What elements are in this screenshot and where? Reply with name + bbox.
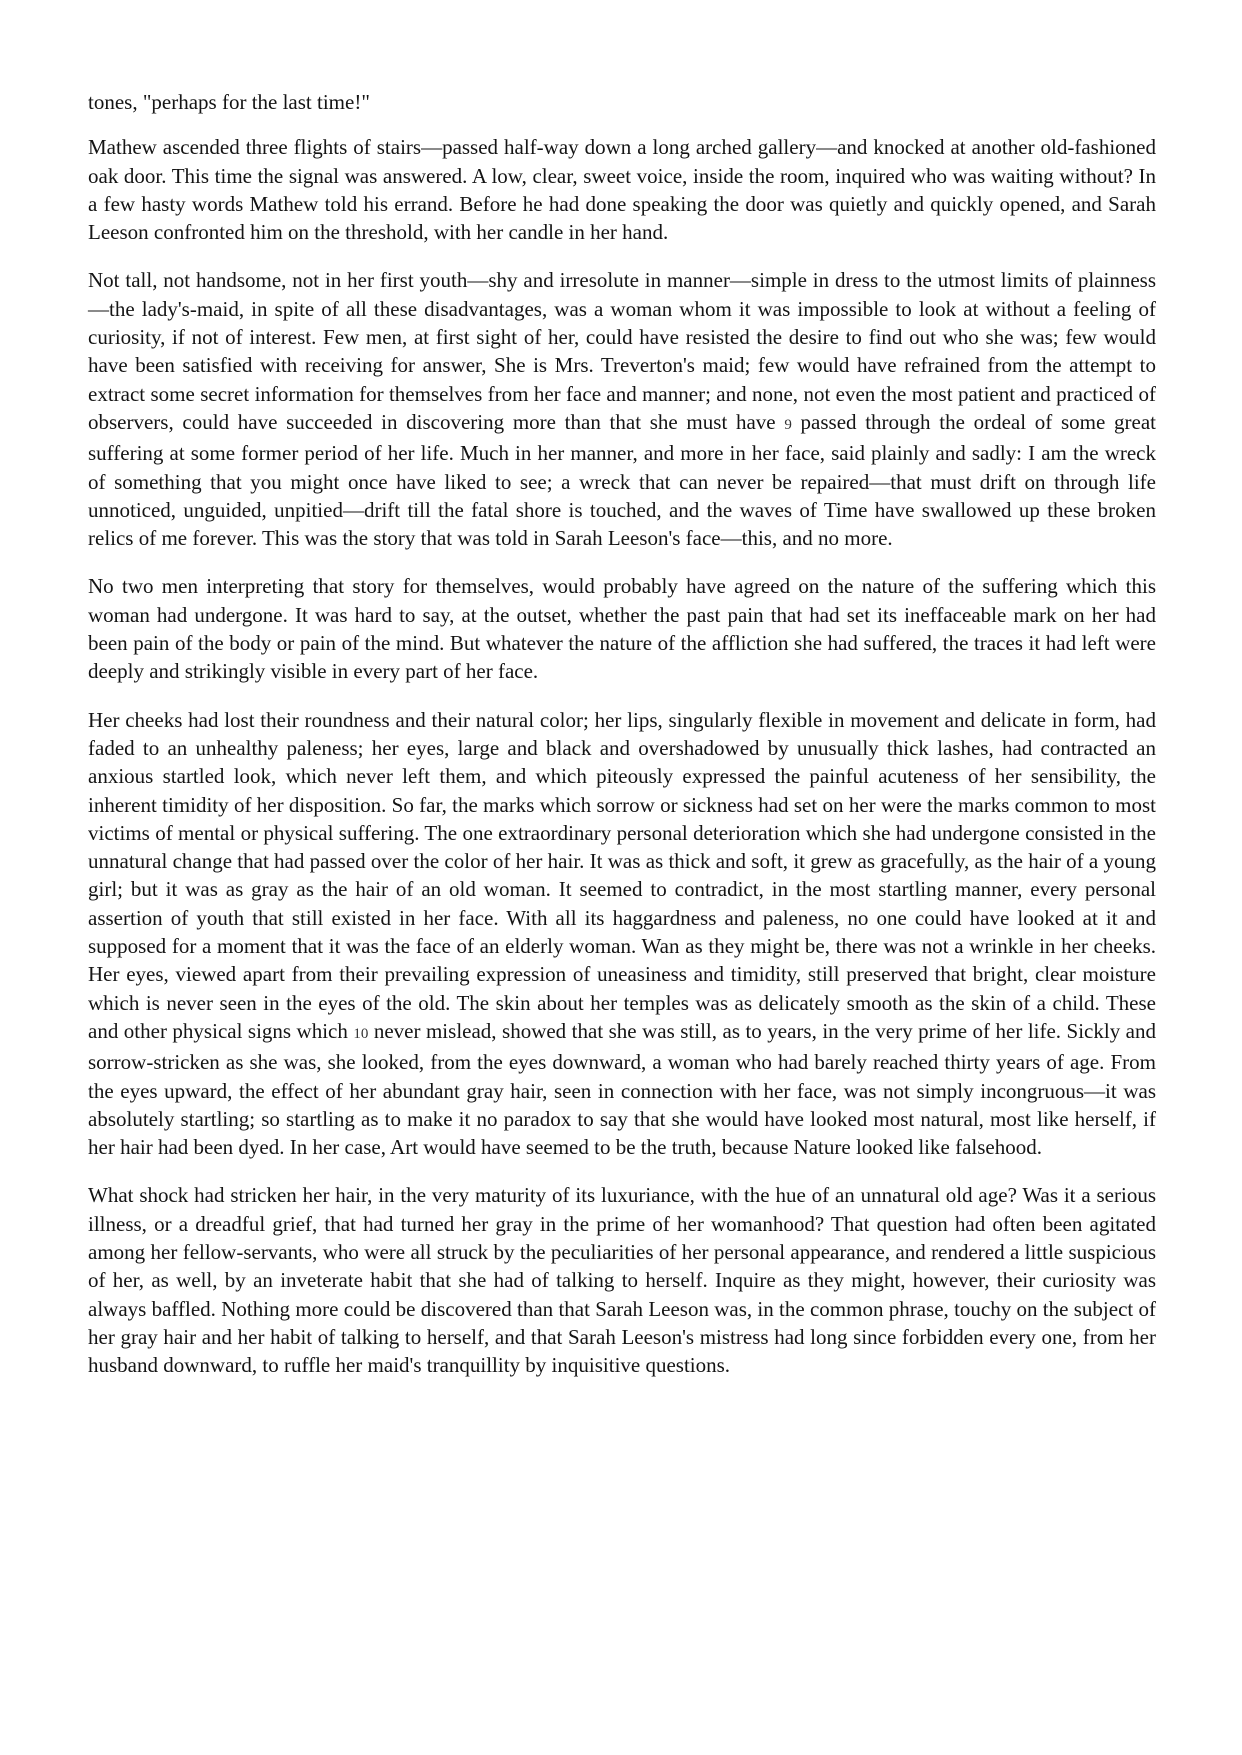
book-page: [88, 88, 1156, 1399]
paragraph-text: passed through the ordeal of some great suffering at some former period of her life. Much in her manner, and more in her face, said plainly and sadly: I am the wreck of something that you might once have liked to see; a wreck that can never be repaired—that must drift on through life unnoticed, unguided, unpitied—drift till the fatal shore is touched, and the waves of Time have swallowed up these broken relics of me forever. This was the story that was told in Sarah Leeson's face—this, and no more.: [88, 409, 1156, 551]
paragraph-what-shock: [88, 1181, 1156, 1379]
paragraph-text: Not tall, not handsome, not in her first youth—shy and irresolute in manner—simple in dress to the utmost limits of plainness—the lady's-maid, in spite of all these disadvantages, was a woman whom it was impossible to look at without a feeling of curiosity, if not of interest. Few men, at first sight of her, could have resisted the desire to find out who she was; few would have been satisfied with receiving for answer, She is Mrs. Treverton's maid; few would have refrained from the attempt to extract some secret information for themselves from her face and manner; and none, not even the most patient and practiced of observers, could have succeeded in discovering more than that she must have: [88, 268, 1156, 434]
paragraph-cheeks-and-hair: [88, 706, 1156, 1162]
paragraph-sarah-description: [88, 266, 1156, 552]
paragraph-suffering: [88, 572, 1156, 685]
paragraph-text: Her cheeks had lost their roundness and their natural color; her lips, singularly flexible in movement and delicate in form, had faded to an unhealthy paleness; her eyes, large and black and overshadowed by unusually thick lashes, had contracted an anxious startled look, which never left them, and which piteously expressed the painful acuteness of her sensibility, the inherent timidity of her disposition. So far, the marks which sorrow or sickness had set on her were the marks common to most victims of mental or physical suffering. The one extraordinary personal deterioration which she had undergone consisted in the unnatural change that had passed over the color of her hair. It was as thick and soft, it grew as gracefully, as the hair of a young girl; but it was as gray as the hair of an old woman. It seemed to contradict, in the most startling manner, every personal assertion of youth that still existed in her face. With all its haggardness and paleness, no one could have looked at it and supposed for a moment that it was the face of an elderly woman. Wan as they might be, there was not a wrinkle in her cheeks. Her eyes, viewed apart from their prevailing expression of uneasiness and timidity, still preserved that bright, clear moisture which is never seen in the eyes of the old. The skin about her temples was as delicately smooth as the skin of a child. These and other physical signs which: [88, 707, 1156, 1043]
paragraph-continuation: [88, 88, 1156, 116]
page-number-marker: 9: [784, 416, 792, 433]
paragraph-text: never mislead, showed that she was still, as to years, in the very prime of her life. Sickly and sorrow-stricken as she was, she looked, from the eyes downward, a woman who had barely reached thirty years of age. From the eyes upward, the effect of her abundant gray hair, seen in connection with her face, was not simply incongruous—it was absolutely startling; so startling as to make it no paradox to say that she would have looked most natural, most like herself, if her hair had been dyed. In her case, Art would have seemed to be the truth, because Nature looked like falsehood.: [88, 1018, 1157, 1160]
paragraph-text: No two men interpreting that story for themselves, would probably have agreed on the nature of the suffering which this woman had undergone. It was hard to say, at the outset, whether the past pain that had set its ineffaceable mark on her had been pain of the body or pain of the mind. But whatever the nature of the affliction she had suffered, the traces it had left were deeply and strikingly visible in every part of her face.: [88, 574, 1156, 684]
paragraph-text: What shock had stricken her hair, in the very maturity of its luxuriance, with the hue of an unnatural old age? Was it a serious illness, or a dreadful grief, that had turned her gray in the prime of her womanhood? That question had often been agitated among her fellow-servants, who were all struck by the peculiarities of her personal appearance, and rendered a little suspicious of her, as well, by an inveterate habit that she had of talking to herself. Inquire as they might, however, their curiosity was always baffled. Nothing more could be discovered than that Sarah Leeson was, in the common phrase, touchy on the subject of her gray hair and her habit of talking to herself, and that Sarah Leeson's mistress had long since forbidden every one, from her husband downward, to ruffle her maid's tranquillity by inquisitive questions.: [88, 1183, 1156, 1378]
paragraph-mathew-ascends: [88, 133, 1156, 246]
page-number-marker: 10: [353, 1025, 369, 1042]
paragraph-text: tones, "perhaps for the last time!": [88, 90, 370, 114]
paragraph-text: Mathew ascended three flights of stairs—passed half-way down a long arched gallery—and knocked at another old-fashioned oak door. This time the signal was answered. A low, clear, sweet voice, inside the room, inquired who was waiting without? In a few hasty words Mathew told his errand. Before he had done speaking the door was quietly and quickly opened, and Sarah Leeson confronted him on the threshold, with her candle in her hand.: [88, 135, 1156, 245]
